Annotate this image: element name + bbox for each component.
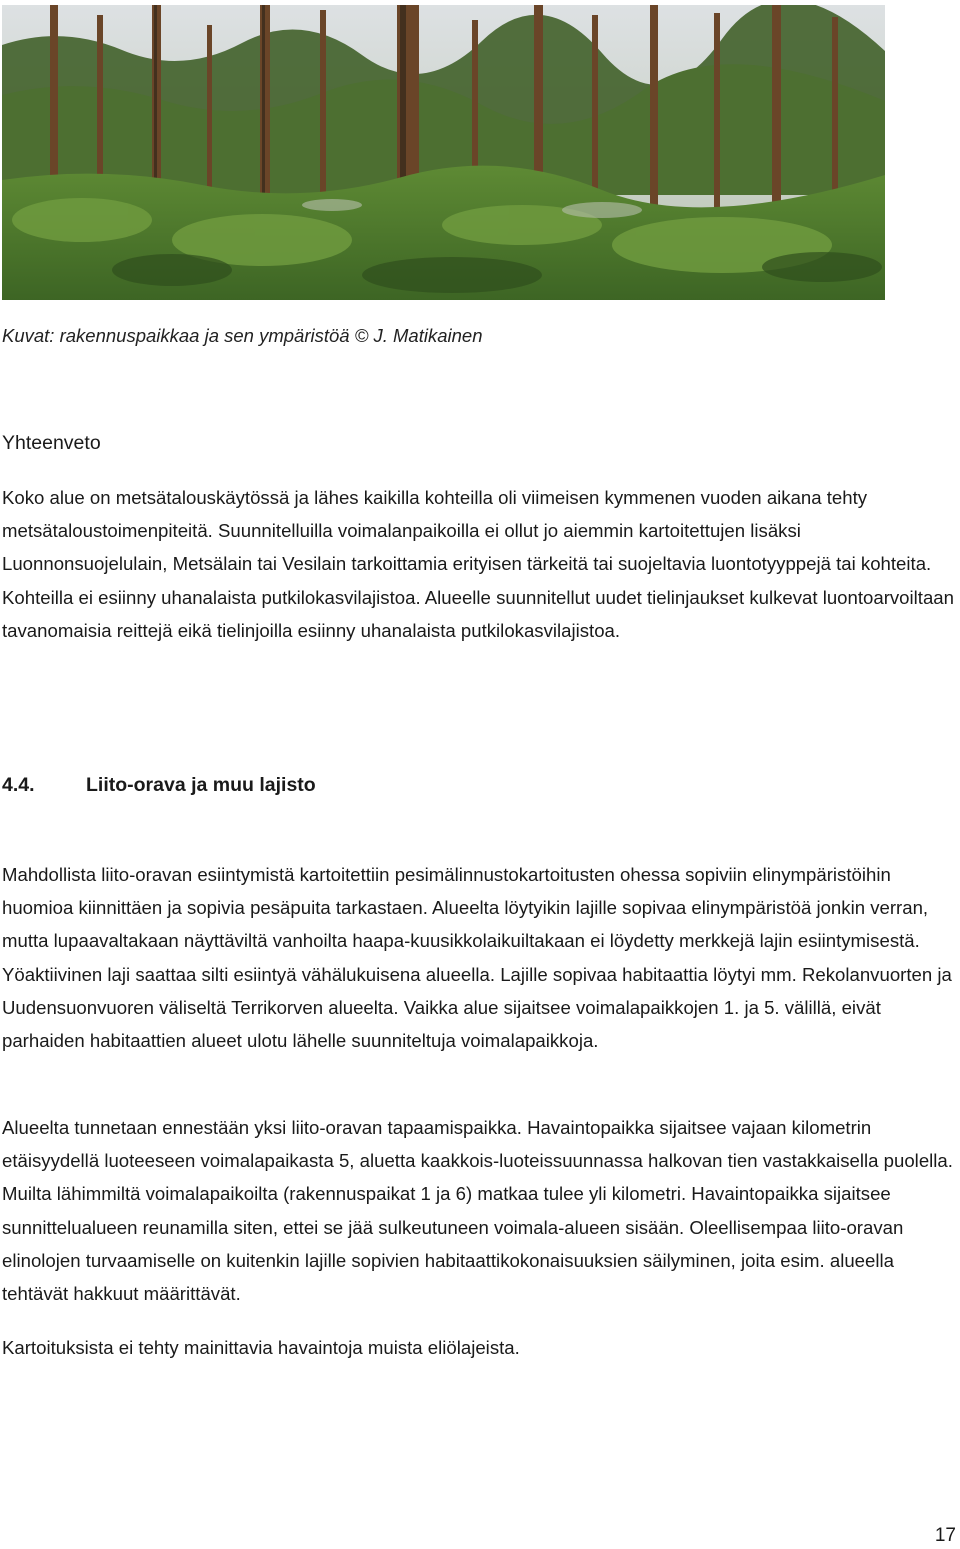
body-paragraph: Mahdollista liito-oravan esiintymistä kartoitettiin pesimälinnustokartoitusten ohessa sopiviin elinympäristöihin huomioa kiinnittäen ja sopivia pesäpuita tarkastaen. Alueelta löytyikin lajille sopivaa elinympäristöä jonkin verran, mutta lupaavaltakaan näyttäviltä vanhoilta haapa-kuusikkolaikuiltakaan ei löydetty merkkejä lajin esiintymisestä. Yöaktiivinen laji saattaa silti esiintyä vähälukuisena alueella. Lajille sopivaa habitaattia löytyi mm. Rekolanvuorten ja Uudensuonvuoren väliseltä Terrikorven alueelta. Vaikka alue sijaitsee voimalapaikkojen 1. ja 5. välillä, eivät parhaiden habitaattien alueet ulotu lähelle suunniteltuja voimalapaikkoja. bbox=[2, 864, 952, 1052]
body-paragraph: Kartoituksista ei tehty mainittavia havaintoja muista eliölajeista. bbox=[2, 1337, 520, 1358]
section-number: 4.4. bbox=[2, 774, 35, 796]
section-title: Liito-orava ja muu lajisto bbox=[86, 774, 316, 796]
section-heading bbox=[2, 770, 316, 800]
forest-photo bbox=[2, 5, 885, 300]
page-number: 17 bbox=[934, 1525, 956, 1546]
photo-caption: Kuvat: rakennuspaikkaa ja sen ympäristöä © J. Matikainen bbox=[2, 325, 483, 346]
body-paragraph: Alueelta tunnetaan ennestään yksi liito-oravan tapaamispaikka. Havaintopaikka sijaitsee vajaan kilometrin etäisyydellä luoteeseen voimalapaikasta 5, aluetta kaakkois-luoteissuunnassa halkovan tien vastakkaisella puolella. Muilta lähimmiltä voimalapaikoilta (rakennuspaikat 1 ja 6) matkaa tulee yli kilometri. Havaintopaikka sijaitsee sunnittelualueen reunamilla siten, ettei se jää sulkeutuneen voimala-alueen sisään. Oleellisempaa liito-oravan elinolojen turvaamiselle on kuitenkin lajille sopivien habitaattikokonaisuuksien säilyminen, joita esim. alueella tehtävät hakkuut määrittävät. bbox=[2, 1117, 953, 1305]
summary-heading: Yhteenveto bbox=[2, 432, 101, 454]
summary-paragraph: Koko alue on metsätalouskäytössä ja lähes kaikilla kohteilla oli viimeisen kymmenen vuoden aikana tehty metsätaloustoimenpiteitä. Suunnitelluilla voimalanpaikoilla ei ollut jo aiemmin kartoitettujen lisäksi Luonnonsuojelulain, Metsälain tai Vesilain tarkoittamia erityisen tärkeitä tai suojeltavia luontotyyppejä tai kohteita. Kohteilla ei esiinny uhanalaista putkilokasvilajistoa. Alueelle suunnitellut uudet tielinjaukset kulkevat luontoarvoiltaan tavanomaisia reittejä eikä tielinjoilla esiinny uhanalaista putkilokasvilajistoa. bbox=[2, 487, 954, 641]
forest-illustration bbox=[2, 5, 885, 300]
